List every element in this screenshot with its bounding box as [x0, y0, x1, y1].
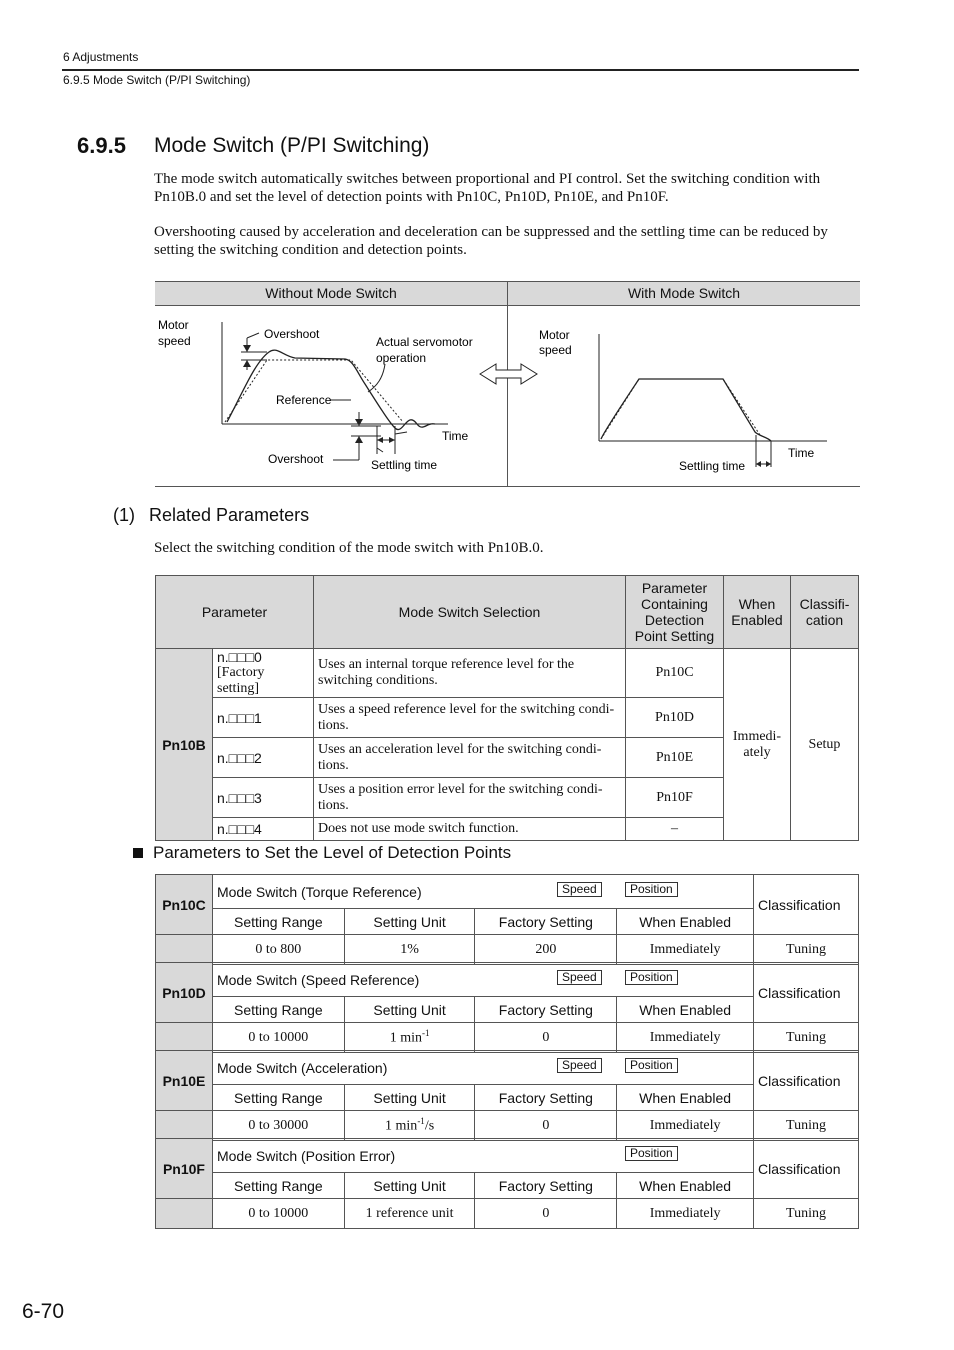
unit-text: 1 min	[385, 1118, 418, 1134]
selection-code: n.□□□4	[213, 818, 314, 841]
value-class: Tuning	[754, 1111, 859, 1141]
unit-text: 1%	[400, 941, 419, 957]
value-class: Tuning	[754, 1023, 859, 1053]
header-containing-line: Parameter	[641, 580, 708, 596]
left-motor-label: Motor	[158, 318, 189, 332]
col-factory-setting: Factory Setting	[475, 909, 617, 935]
value-unit	[344, 935, 475, 965]
desc-line: tions.	[318, 757, 349, 773]
section-title: Mode Switch (P/PI Switching)	[154, 134, 430, 157]
desc-line: tions.	[318, 797, 349, 813]
pn10c-table	[155, 874, 859, 965]
col-when-enabled: When Enabled	[617, 1085, 754, 1111]
related-heading	[113, 505, 323, 526]
header-selection: Mode Switch Selection	[314, 576, 626, 649]
selection-code	[213, 649, 314, 698]
unit-tail: /s	[424, 1118, 435, 1134]
value-unit	[344, 1111, 475, 1141]
value-range: 0 to 30000	[212, 1111, 344, 1141]
col-factory-setting: Factory Setting	[475, 997, 617, 1023]
pn10e-table	[155, 1050, 859, 1141]
param-pn10b: Pn10B	[156, 649, 213, 841]
col-factory-setting: Factory Setting	[475, 1085, 617, 1111]
header-when-line: When	[738, 596, 776, 612]
code-text: n.□□□0	[217, 649, 262, 665]
desc-line: Uses a speed reference level for the switching condi-	[318, 701, 615, 717]
reference-label: Reference	[276, 393, 332, 407]
intro-paragraph-2: Overshooting caused by acceleration and deceleration can be suppressed and the settling time can be reduced by setting the switching condition and detection points.	[154, 224, 828, 258]
classification-label: Classification	[754, 1051, 859, 1111]
speed-tag: Speed	[557, 1058, 602, 1073]
desc-line: switching conditions.	[318, 673, 438, 688]
pn10e-number: Pn10E	[156, 1051, 213, 1111]
position-tag: Position	[625, 1146, 678, 1161]
intro-paragraph-1: The mode switch automatically switches between proportional and PI control. Set the switching condition with Pn10B.0 and set the level of detection points with Pn10C, Pn10D, Pn10E, and Pn10F.	[154, 171, 821, 205]
value-unit	[344, 1023, 475, 1053]
desc-line: Uses an acceleration level for the switching condi-	[318, 741, 602, 757]
selection-pn: Pn10D	[626, 698, 724, 738]
col-when-enabled: When Enabled	[617, 997, 754, 1023]
header-class	[791, 576, 859, 649]
col-setting-unit: Setting Unit	[344, 1173, 475, 1199]
value-unit	[344, 1199, 475, 1229]
header-when-line: Enabled	[731, 612, 783, 628]
header-containing-line: Point Setting	[634, 628, 715, 644]
value-factory: 0	[475, 1199, 617, 1229]
value-range: 0 to 10000	[212, 1199, 344, 1229]
col-when-enabled: When Enabled	[617, 1173, 754, 1199]
left-speed-label: speed	[158, 334, 191, 348]
speed-tag: Speed	[557, 970, 602, 985]
unit-text: 1 min	[389, 1030, 422, 1046]
col-factory-setting: Factory Setting	[475, 1173, 617, 1199]
col-setting-range: Setting Range	[212, 909, 344, 935]
header-class-line: Classifi-	[799, 596, 850, 612]
page-number: 6-70	[22, 1300, 65, 1323]
header-when	[724, 576, 791, 649]
figure-right-title: With Mode Switch	[508, 282, 860, 306]
pn10d-number: Pn10D	[156, 963, 213, 1023]
value-factory: 200	[475, 935, 617, 965]
right-time-label: Time	[788, 446, 815, 460]
chapter-header: 6 Adjustments	[63, 50, 139, 64]
overshoot-bottom-label: Overshoot	[268, 452, 324, 466]
selection-desc	[314, 698, 626, 738]
selection-pn: Pn10C	[626, 649, 724, 698]
section-number: 6.9.5	[77, 133, 126, 158]
header-containing-line: Detection	[644, 612, 705, 628]
col-setting-range: Setting Range	[212, 1173, 344, 1199]
header-containing-line: Containing	[641, 596, 708, 612]
param-name: Mode Switch (Position Error)	[216, 1147, 396, 1164]
unit-superscript: -1	[417, 1116, 425, 1127]
unit-text: 1 reference unit	[365, 1205, 454, 1221]
mode-switch-selection-table	[155, 575, 859, 841]
pn10c-name	[212, 875, 753, 909]
param-name: Mode Switch (Speed Reference)	[216, 971, 420, 988]
classification-label: Classification	[754, 875, 859, 935]
related-number: (1)	[113, 505, 135, 525]
classification-label: Classification	[754, 1139, 859, 1199]
value-class: Tuning	[754, 935, 859, 965]
selection-pn: Pn10F	[626, 778, 724, 818]
left-time-label: Time	[442, 429, 469, 443]
pn10f-table	[155, 1138, 859, 1229]
related-title: Related Parameters	[149, 505, 310, 525]
bullet-square-icon	[133, 848, 143, 858]
position-tag: Position	[625, 1058, 678, 1073]
mode-switch-figure	[155, 281, 860, 487]
detection-heading	[133, 843, 511, 863]
pn10c-number: Pn10C	[156, 875, 213, 935]
position-tag: Position	[625, 970, 678, 985]
left-settling-label: Settling time	[371, 458, 438, 472]
col-setting-unit: Setting Unit	[344, 997, 475, 1023]
pn-spacer	[156, 1111, 213, 1141]
value-class: Tuning	[754, 1199, 859, 1229]
desc-line: tions.	[318, 717, 349, 733]
value-when: Immediately	[617, 1111, 754, 1141]
header-rule	[62, 69, 859, 71]
value-factory: 0	[475, 1023, 617, 1053]
col-when-enabled: When Enabled	[617, 909, 754, 935]
selection-pn: –	[626, 818, 724, 841]
header-containing	[626, 576, 724, 649]
pn-spacer	[156, 1023, 213, 1053]
pn10f-number: Pn10F	[156, 1139, 213, 1199]
value-when: Immediately	[617, 935, 754, 965]
right-settling-label: Settling time	[679, 459, 746, 473]
classification-value: Setup	[791, 649, 859, 841]
value-when: Immediately	[617, 1199, 754, 1229]
col-setting-unit: Setting Unit	[344, 1085, 475, 1111]
value-range: 0 to 10000	[212, 1023, 344, 1053]
figure-graphs	[155, 282, 860, 486]
actual-label-1: Actual servomotor	[376, 335, 473, 349]
section-header: 6.9.5 Mode Switch (P/PI Switching)	[63, 73, 251, 87]
pn10e-name	[212, 1051, 753, 1085]
when-line: ately	[743, 744, 771, 760]
figure-left-title: Without Mode Switch	[155, 282, 507, 306]
selection-code: n.□□□1	[213, 698, 314, 738]
selection-desc	[314, 649, 626, 698]
selection-desc	[314, 778, 626, 818]
detection-title: Parameters to Set the Level of Detection Points	[153, 843, 512, 862]
when-line: Immedi-	[732, 728, 782, 744]
header-parameter: Parameter	[156, 576, 314, 649]
pn10d-table	[155, 962, 859, 1053]
pn10d-name	[212, 963, 753, 997]
selection-desc: Does not use mode switch function.	[314, 818, 626, 841]
overshoot-top-label: Overshoot	[264, 327, 320, 341]
factory-setting-note: [Factory setting]	[217, 665, 265, 696]
pn-spacer	[156, 1199, 213, 1229]
selection-code: n.□□□2	[213, 738, 314, 778]
when-enabled-value	[724, 649, 791, 841]
selection-pn: Pn10E	[626, 738, 724, 778]
position-tag: Position	[625, 882, 678, 897]
value-range: 0 to 800	[212, 935, 344, 965]
classification-label: Classification	[754, 963, 859, 1023]
selection-desc	[314, 738, 626, 778]
speed-tag: Speed	[557, 882, 602, 897]
unit-superscript: -1	[422, 1028, 430, 1039]
right-motor-label: Motor	[539, 328, 570, 342]
col-setting-unit: Setting Unit	[344, 909, 475, 935]
value-when: Immediately	[617, 1023, 754, 1053]
related-description: Select the switching condition of the mode switch with Pn10B.0.	[154, 540, 544, 556]
selection-code: n.□□□3	[213, 778, 314, 818]
right-speed-label: speed	[539, 343, 572, 357]
col-setting-range: Setting Range	[212, 997, 344, 1023]
actual-label-2: operation	[376, 351, 427, 365]
desc-line: Uses a position error level for the switching condi-	[318, 781, 603, 797]
value-factory: 0	[475, 1111, 617, 1141]
col-setting-range: Setting Range	[212, 1085, 344, 1111]
param-name: Mode Switch (Torque Reference)	[216, 883, 422, 900]
pn-spacer	[156, 935, 213, 965]
desc-line: Uses an internal torque reference level for the	[318, 657, 575, 672]
param-name: Mode Switch (Acceleration)	[216, 1059, 388, 1076]
pn10f-name	[212, 1139, 753, 1173]
header-class-line: cation	[805, 612, 844, 628]
